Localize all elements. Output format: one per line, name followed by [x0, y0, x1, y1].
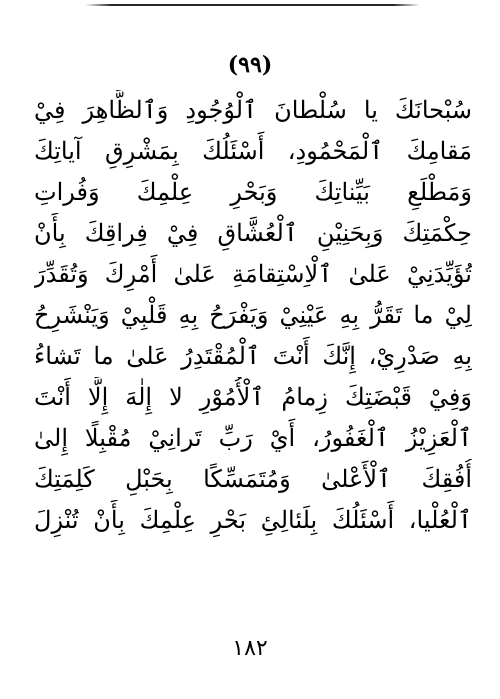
- prayer-text: [34, 90, 472, 541]
- top-rule: [85, 4, 420, 6]
- text-line: بِهِ صَدْرِيْ، إِنَّكَ أَنْتَ ٱلْمُقْتَدِرُ عَلىٰ ما تَشاءُ: [34, 342, 472, 370]
- text-line: ٱلْعُلْيا، أَسْئَلُكَ بِلَئالِئِ بَحْرِ عِلْمِكَ بِأَنْ تُنْزِلَ: [34, 506, 472, 534]
- text-line: ٱلْعَزِيْزُ ٱلْغَفُورُ، أَيْ رَبِّ تَرانِيْ مُقْبِلًا إِلىٰ: [34, 424, 472, 452]
- page-number: ١٨٢: [232, 636, 268, 661]
- text-line: سُبْحانَكَ يا سُلْطانَ ٱلْوُجُودِ وَٱلظَّاهِرَ فِيْ: [34, 96, 472, 124]
- text-line: لِيْ ما تَقَرُّ بِهِ عَيْنِيْ وَيَفْرَحُ بِهِ قَلْبِيْ وَيَنْشَرِحُ: [34, 301, 472, 329]
- text-line: أُفُقِكَ ٱلْأَعْلىٰ وَمُتَمَسِّكًا بِحَبْلِ كَلِمَتِكَ: [34, 465, 472, 493]
- text-line: حِكْمَتِكَ وَبِحَنِيْنِ ٱلْعُشَّاقِ فِيْ فِراقِكَ بِأَنْ: [34, 219, 472, 247]
- text-line: مَقامِكَ ٱلْمَحْمُودِ، أَسْئَلُكَ بِمَشْرِقِ آياتِكَ: [34, 137, 472, 165]
- text-line: وَفِيْ قَبْضَتِكَ زِمامُ ٱلْأُمُوْرِ لا إِلٰهَ إِلَّا أَنْتَ: [34, 383, 472, 411]
- prayer-number: (٩٩): [227, 52, 273, 78]
- text-line: وَمَطْلَعِ بَيِّناتِكَ وَبَحْرِ عِلْمِكَ وَفُراتِ: [34, 178, 472, 206]
- text-line: تُؤَيِّدَنِيْ عَلىٰ ٱلْاِسْتِقامَةِ عَلىٰ أَمْرِكَ وَتُقَدِّرَ: [34, 260, 472, 288]
